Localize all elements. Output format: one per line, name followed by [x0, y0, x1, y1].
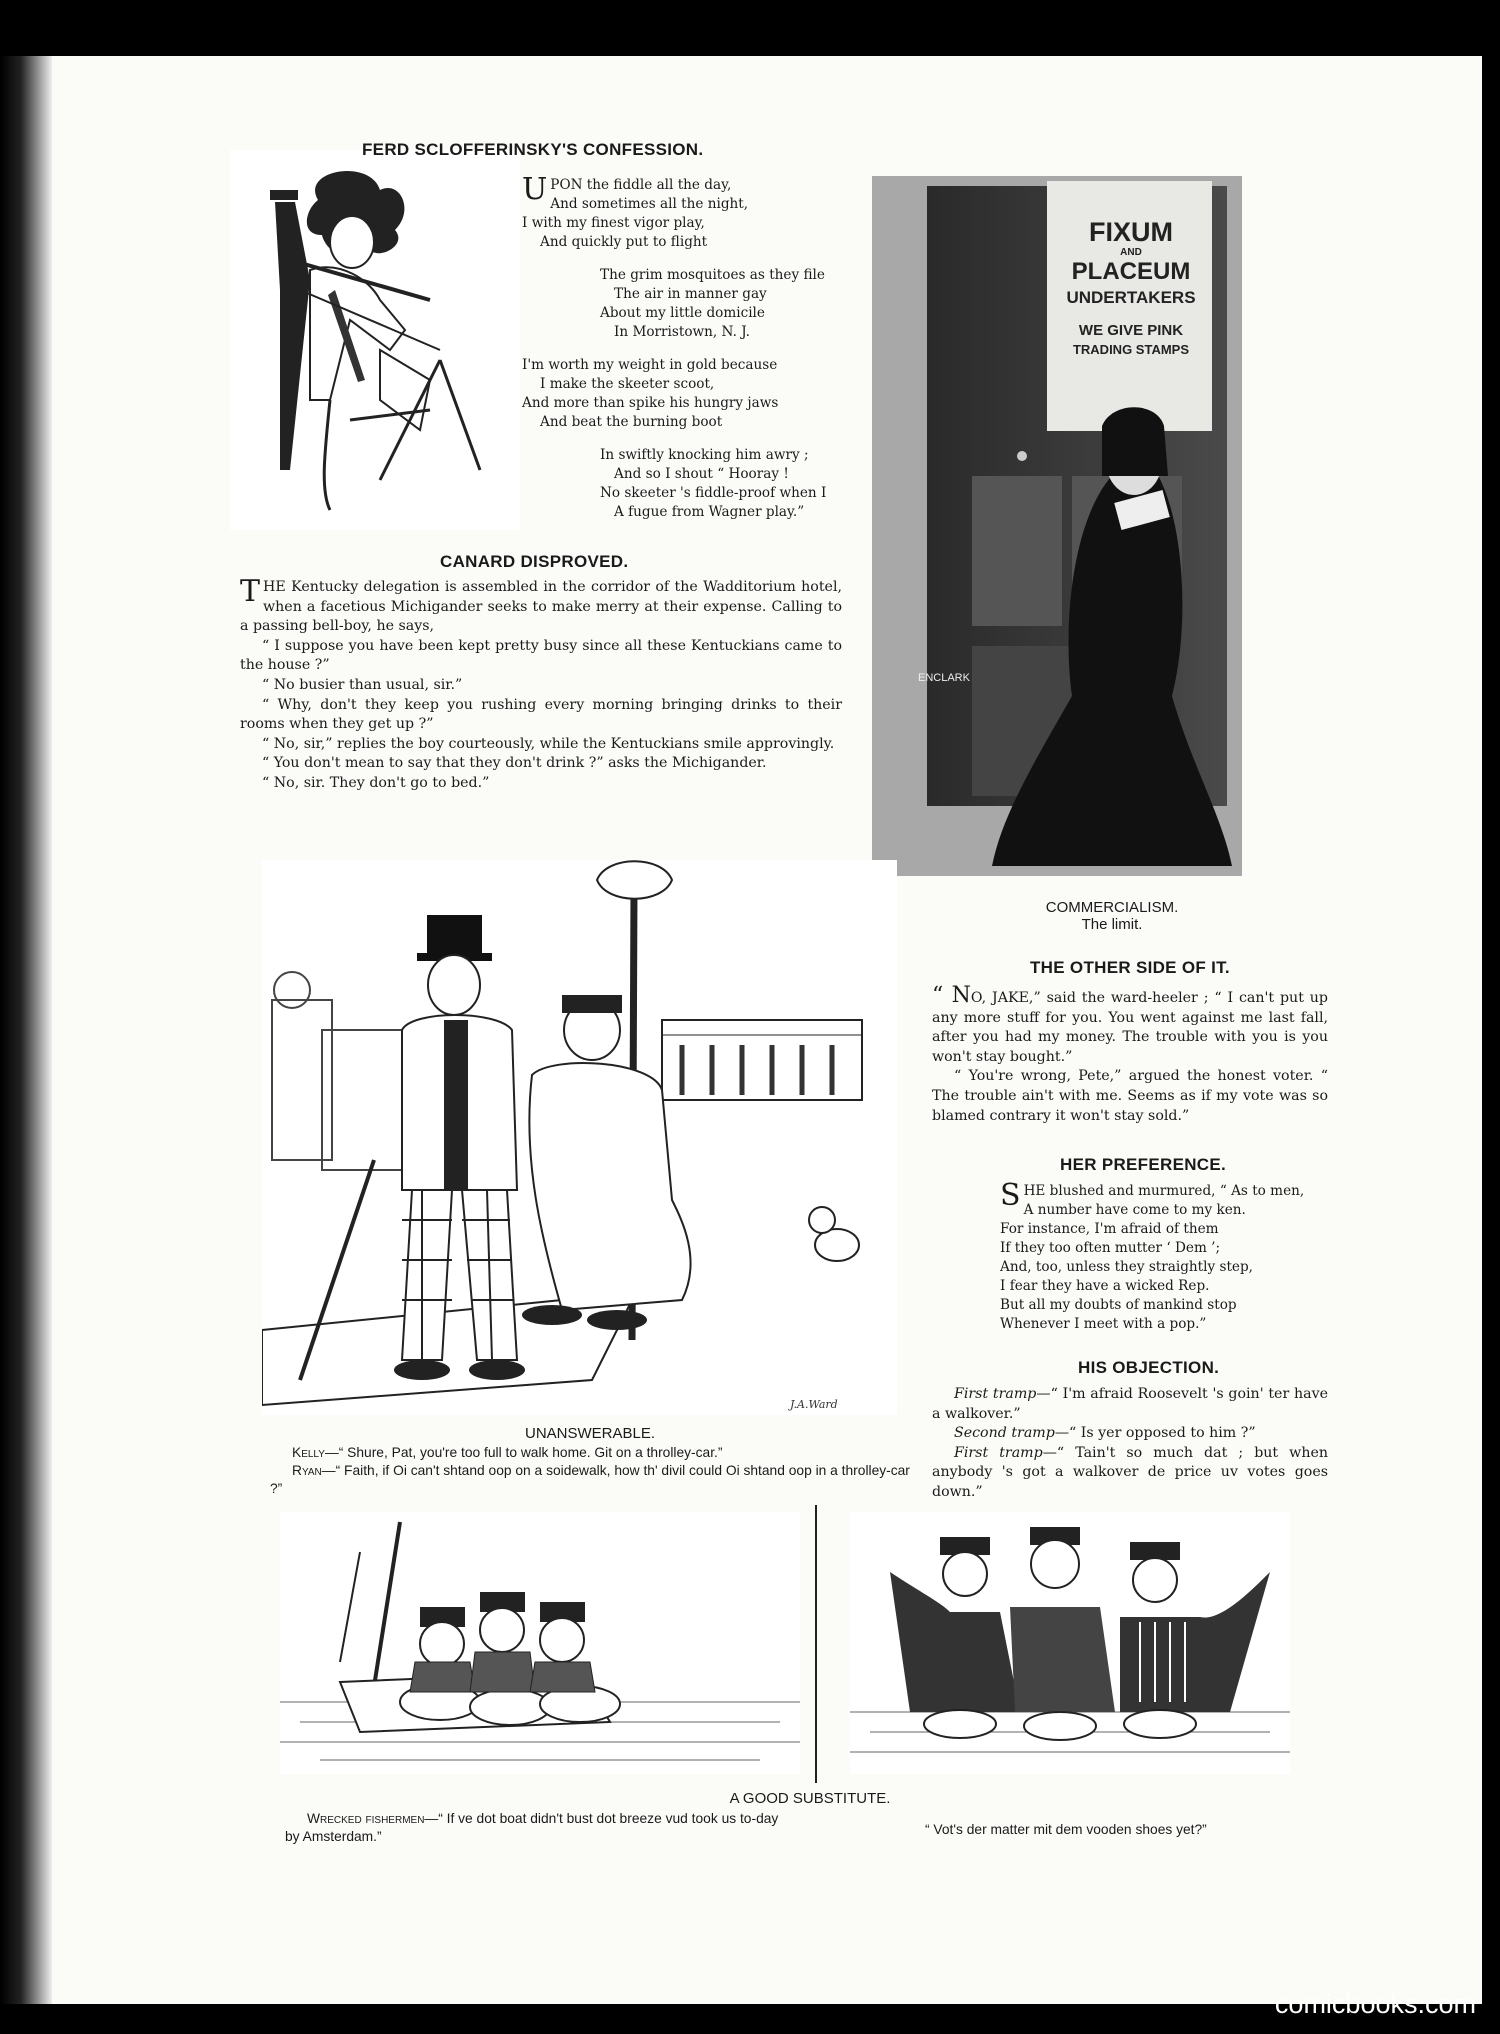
trolley-credit: J.A.Ward [790, 1398, 838, 1411]
trolley-illustration [262, 860, 897, 1415]
sign-line: AND [1120, 247, 1142, 258]
speaker-label: Kelly [292, 1445, 325, 1460]
substitute-left-dialogue [285, 1810, 795, 1846]
speaker-label: First tramp [954, 1444, 1043, 1461]
ferd-line: And beat the burning boot [540, 414, 723, 430]
other-side-title: THE OTHER SIDE OF IT. [1030, 958, 1230, 977]
ferd-title: FERD SCLOFFERINSKY'S CONFESSION. [362, 140, 704, 159]
other-side-para: “ You're wrong, Pete,” argued the honest voter. “ The trouble ain't with me. Seems as if my vote was so blamed contrary it won't stay sold.” [932, 1068, 1328, 1124]
dialogue-line: —“ Faith, if Oi can't shtand oop on a soidewalk, how th' divil could Oi shtand oop in a throlley-car ?” [270, 1463, 910, 1496]
ferd-line: In Morristown, N. J. [614, 324, 750, 340]
canard-dropcap: T [240, 574, 261, 609]
ferd-line: The grim mosquitoes as they file [600, 267, 825, 283]
objection-title: HIS OBJECTION. [1078, 1358, 1220, 1377]
ferd-line: And so I shout “ Hooray ! [614, 466, 789, 482]
canard-para: HE Kentucky delegation is assembled in the corridor of the Wadditorium hotel, when a facetious Michigander seeks to make merry at their expense. Calling to a passing bell-boy, he says, [240, 579, 842, 635]
ferd-line: And quickly put to flight [540, 234, 708, 250]
ferd-line: A fugue from Wagner play.” [614, 504, 805, 520]
canard-para: “ No, sir. They don't go to bed.” [262, 774, 490, 791]
unanswerable-caption: UNANSWERABLE. [524, 1425, 656, 1442]
other-side-text [932, 983, 1328, 1126]
ferd-poem [522, 172, 852, 522]
canard-para: “ No, sir,” replies the boy courteously, while the Kentuckians smile approvingly. [262, 735, 835, 752]
ferd-dropcap: U [522, 172, 548, 207]
wrecked-boat-drawing [280, 1512, 800, 1774]
preference-poem [1000, 1178, 1320, 1334]
sign-line: TRADING STAMPS [1072, 342, 1190, 357]
violinist-drawing [230, 150, 520, 530]
ferd-line: And sometimes all the night, [550, 196, 749, 212]
ferd-line: About my little domicile [600, 305, 765, 321]
canard-title: CANARD DISPROVED. [440, 552, 629, 571]
wooden-shoes-illustration [850, 1512, 1290, 1774]
ferd-line: I make the skeeter scoot, [540, 376, 715, 392]
canard-para: “ I suppose you have been kept pretty busy since all these Kentuckians came to the house ?” [240, 637, 842, 674]
trolley-drawing [262, 860, 897, 1415]
wooden-shoes-drawing [850, 1512, 1290, 1774]
undertaker-credit: ENCLARK [918, 672, 970, 684]
binding-gutter [0, 56, 52, 2004]
sign-line: UNDERTAKERS [1066, 288, 1196, 307]
preference-line: I fear they have a wicked Rep. [1000, 1278, 1210, 1294]
substitute-caption: A GOOD SUBSTITUTE. [729, 1790, 891, 1807]
objection-text [932, 1385, 1328, 1503]
ferd-line: I'm worth my weight in gold because [522, 357, 778, 373]
ferd-line: And more than spike his hungry jaws [522, 395, 779, 411]
preference-line: A number have come to my ken. [1023, 1202, 1246, 1218]
dialogue-line: —“ Shure, Pat, you're too full to walk home. Git on a throlley-car.” [324, 1445, 723, 1460]
dialogue-line: —“ If ve dot boat didn't bust dot breeze vud took us to-day by Amsterdam.” [285, 1811, 779, 1844]
sign-line: WE GIVE PINK [1078, 322, 1184, 339]
speaker-label: Wrecked fishermen [307, 1811, 425, 1826]
canard-text [240, 574, 842, 794]
canard-para: “ You don't mean to say that they don't drink ?” asks the Michigander. [262, 755, 767, 772]
sign-line: FIXUM [1089, 217, 1173, 247]
speaker-label: Ryan [292, 1463, 322, 1478]
substitute-right-dialogue: “ Vot's der matter mit dem vooden shoes yet?” [925, 1822, 1207, 1837]
speaker-label: Second tramp [954, 1425, 1055, 1442]
preference-dropcap: S [1000, 1178, 1021, 1213]
objection-line: —“ Tain't so much dat ; but when anybody 's got a walkover de price uv votes goes down.” [932, 1444, 1328, 1500]
panel-divider [815, 1505, 817, 1783]
preference-line: Whenever I meet with a pop.” [1000, 1316, 1207, 1332]
other-side-lead: “ N [932, 983, 971, 1008]
objection-line: —“ I'm afraid Roosevelt 's goin' ter have a walkover.” [932, 1386, 1328, 1422]
ferd-line: The air in manner gay [614, 286, 767, 302]
canard-para: “ Why, don't they keep you rushing every morning bringing drinks to their rooms when they get up ?” [240, 696, 842, 733]
preference-line: But all my doubts of mankind stop [1000, 1297, 1237, 1313]
ferd-line: No skeeter 's fiddle-proof when I [600, 485, 827, 501]
sign-line: PLACEUM [1071, 258, 1191, 285]
speaker-label: First tramp [954, 1386, 1037, 1402]
preference-title: HER PREFERENCE. [1060, 1155, 1227, 1174]
ferd-line-1: PON the fiddle all the day, [550, 177, 732, 193]
wrecked-boat-illustration [280, 1512, 800, 1774]
unanswerable-dialogue [270, 1444, 910, 1498]
site-watermark: comicbooks.com [1274, 1989, 1476, 2019]
violinist-illustration [230, 150, 520, 530]
undertaker-sign [1050, 218, 1212, 358]
objection-line: —“ Is yer opposed to him ?” [1054, 1425, 1256, 1442]
canard-para: “ No busier than usual, sir.” [262, 676, 463, 693]
preference-line: If they too often mutter ‘ Dem ’; [1000, 1240, 1221, 1256]
preference-line: HE blushed and murmured, “ As to men, [1023, 1183, 1305, 1199]
caption-line: COMMERCIALISM. [1045, 899, 1179, 916]
commercialism-caption [1012, 899, 1212, 933]
ferd-line: In swiftly knocking him awry ; [600, 447, 809, 463]
ferd-line: I with my finest vigor play, [522, 215, 705, 231]
preference-line: For instance, I'm afraid of them [1000, 1221, 1219, 1237]
other-side-para: O, JAKE,” said the ward-heeler ; “ I can't put up any more stuff for you. You went against me last fall, after you had my money. The trouble with you is you won't stay bought.” [932, 990, 1328, 1065]
caption-line: The limit. [1081, 916, 1143, 933]
preference-line: And, too, unless they straightly step, [1000, 1259, 1253, 1275]
